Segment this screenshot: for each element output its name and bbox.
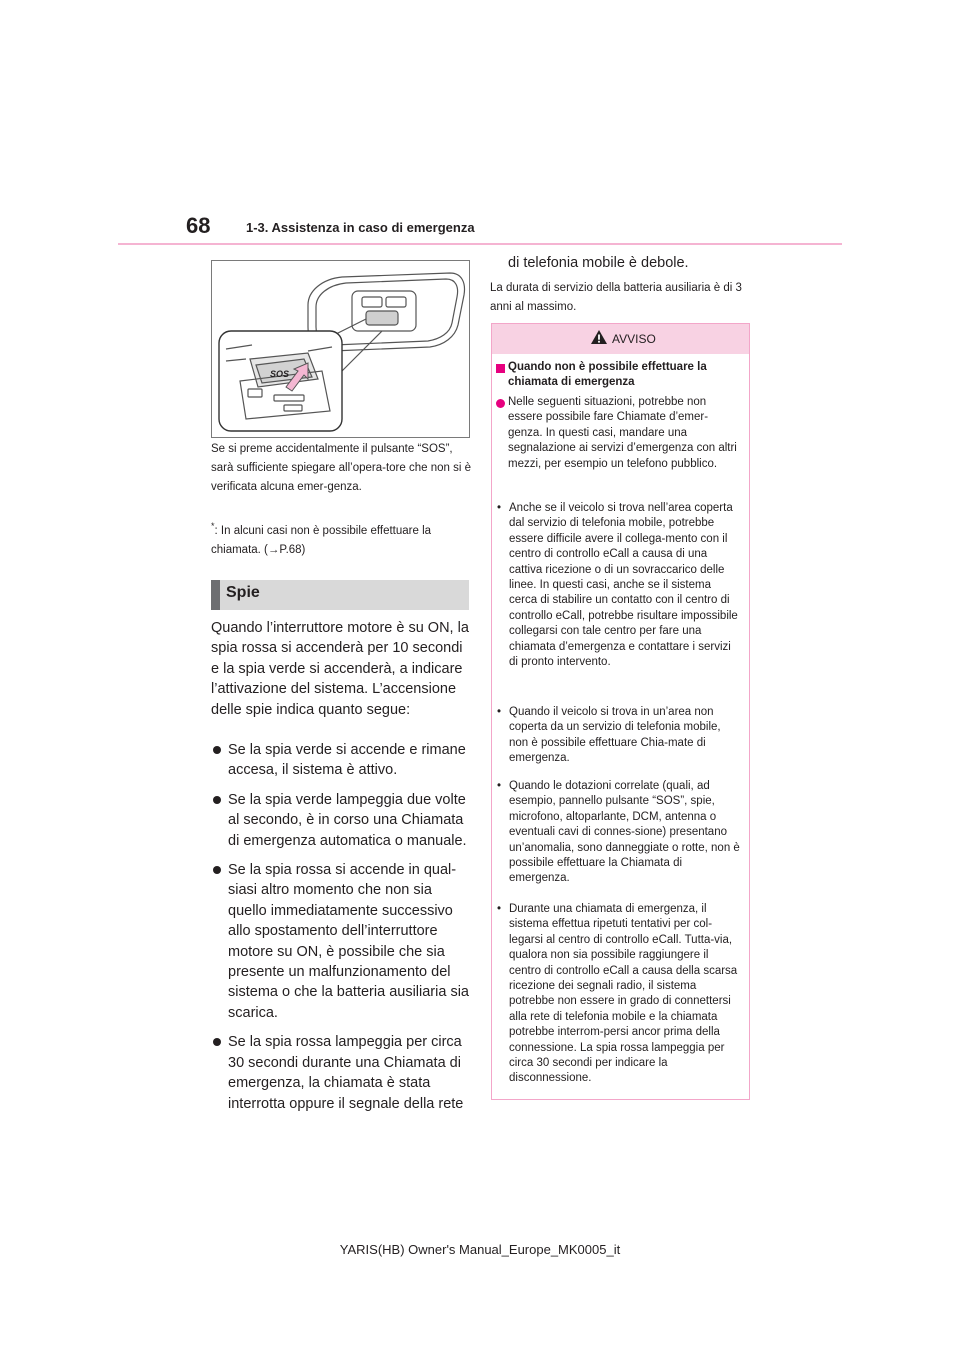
list-item: • Quando le dotazioni correlate (quali, ad esempio, pannello pulsante “SOS”, spie, microfono, altoparlante, DCM, antenna o eventuali cavi di connes-sione) presentano un’anomalia, sono danneggiate o rotte, non è possibile effettuare la Chiamata di emergenza. [496,779,742,887]
footnote-mark: * [211,521,215,531]
list-item: • Anche se il veicolo si trova nell’area coperta dal servizio di telefonia mobile, potrebbe essere difficile avere il collega-mento con il centro di controllo eCall a causa di una cattiva ricezione o di un sovraccarico delle linee. In questi casi, anche se il sistema cerca di stabilire un contatto con il centro di controllo eCall, potrebbe risultare impossibile collegarsi con tale centro per fare una chiamata d’emergenza e contattare i servizi di pronto intervento. [496,501,742,670]
header-rule [118,243,842,245]
bullet-dot-icon [213,746,221,754]
bullet-dot-icon [213,866,221,874]
list-item-text: Se la spia rossa lampeggia per circa 30 secondi durante una Chiamata di emergenza, la chiamata è stata interrotta oppure il segnale della rete [228,1034,464,1112]
section-title: 1-3. Assistenza in caso di emergenza [246,220,475,235]
list-item-text: Durante una chiamata di emergenza, il sistema effettua ripetuti tentativi per col-legarsi al centro di controllo eCall. Tutta-via, qualora non sia possibile raggiungere il centro di controllo eCall a causa della scarsa ricezione dei segnali radio, il sistema potrebbe non essere in grado di connettersi alla rete di telefonia mobile e la chiamata potrebbe interrom-persi ancor prima della connessione. La spia rossa lampeggia per circa 30 secondi per indicare la disconnessione. [509,903,738,1085]
footnote [211,517,471,560]
avviso-subheading-text: Quando non è possibile effettuare la chiamata di emergenza [508,361,707,389]
footnote-text: : In alcuni casi non è possibile effettuare la chiamata. (→P.68) [211,524,432,556]
continued-text: di telefonia mobile è debole. [508,255,689,271]
list-item: • Durante una chiamata di emergenza, il sistema effettua ripetuti tentativi per col-legarsi al centro di controllo eCall. Tutta-via, qualora non sia possibile raggiungere il centro di controllo eCall a causa della scarsa ricezione dei segnali radio, il sistema potrebbe non essere in grado di connettersi alla rete di telefonia mobile e la chiamata potrebbe interrom-persi ancor prima della connessione. La spia rossa lampeggia per circa 30 secondi per indicare la disconnessione. [496,902,742,1087]
spie-bullet-list [211,740,471,1123]
avviso-subheading [496,360,742,391]
section-heading-bar [211,580,220,610]
list-item [211,1032,471,1114]
figure-caption: Se si preme accidentalmente il pulsante “SOS”, sarà sufficiente spiegare all’opera-tore che non si è verificata alcuna emer-genza. [211,443,471,493]
circle-bullet-icon [496,399,505,408]
warning-triangle-icon [590,329,608,345]
avviso-title: AVVISO [612,332,656,346]
section-heading-text: Spie [226,584,260,601]
avviso-lead-text: Nelle seguenti situazioni, potrebbe non essere possibile fare Chiamate d’emer-genza. In questi casi, mandare una segnalazione ai servizi d’emergenza con altri mezzi, per esempio un telefono pubblico. [508,396,737,470]
bullet-dot-icon [213,796,221,804]
list-item-text: Quando il veicolo si trova in un’area non coperta da un servizio di telefonia mobile, non è possibile effettuare Chia-mate di emergenza. [509,706,721,765]
bullet-dot-icon [213,1038,221,1046]
list-item-text: Se la spia verde lampeggia due volte al secondo, è in corso una Chiamata di emergenza automatica o manuale. [228,791,467,849]
page-number: 68 [186,213,211,238]
list-item: • Quando il veicolo si trova in un’area non coperta da un servizio di telefonia mobile, non è possibile effettuare Chia-mate di emergenza. [496,705,742,767]
battery-duration-note: La durata di servizio della batteria ausiliaria è di 3 anni al massimo. [490,282,742,313]
sos-button-illustration [211,260,470,438]
list-item-text: Quando le dotazioni correlate (quali, ad esempio, pannello pulsante “SOS”, spie, microfono, altoparlante, DCM, antenna o eventuali cavi di connes-sione) presentano un’anomalia, sono danneggiate o rotte, non è possibile effettuare la Chiamata di emergenza. [509,780,740,885]
section-heading-spie [211,580,469,610]
list-item-text: Anche se il veicolo si trova nell’area coperta dal servizio di telefonia mobile, potrebbe essere difficile avere il collega-mento con il centro di controllo eCall a causa di una cattiva ricezione o di un sovraccarico delle linee. In questi casi, anche se il sistema cerca di stabilire un contatto con il centro di controllo eCall, potrebbe risultare impossibile collegarsi con tale centro per fare una chiamata d’emergenza e contattare i servizi di pronto intervento. [509,502,738,669]
list-item [211,790,471,851]
square-bullet-icon [496,364,505,373]
list-item-text: Se la spia rossa si accende in qual-siasi altro momento che non sia quello immediatamente successivo allo spostamento dell’interruttore motore su ON, è possibile che sia presente un malfunzionamento del sistema o che la batteria ausiliaria sia scarica. [228,862,469,1021]
list-item-text: Se la spia verde si accende e rimane accesa, il sistema è attivo. [228,742,466,779]
page-footer: YARIS(HB) Owner's Manual_Europe_MK0005_it [339,1242,621,1257]
sos-button-label: SOS [270,369,290,379]
spie-intro-paragraph: Quando l’interruttore motore è su ON, la spia rossa si accenderà per 10 secondi e la spia verde si accenderà, a indicare l’attivazione del sistema. L’accensione delle spie indica quanto segue: [211,620,469,718]
avviso-lead [496,395,742,472]
avviso-header [492,324,749,354]
list-item [211,740,471,781]
list-item [211,860,471,1023]
